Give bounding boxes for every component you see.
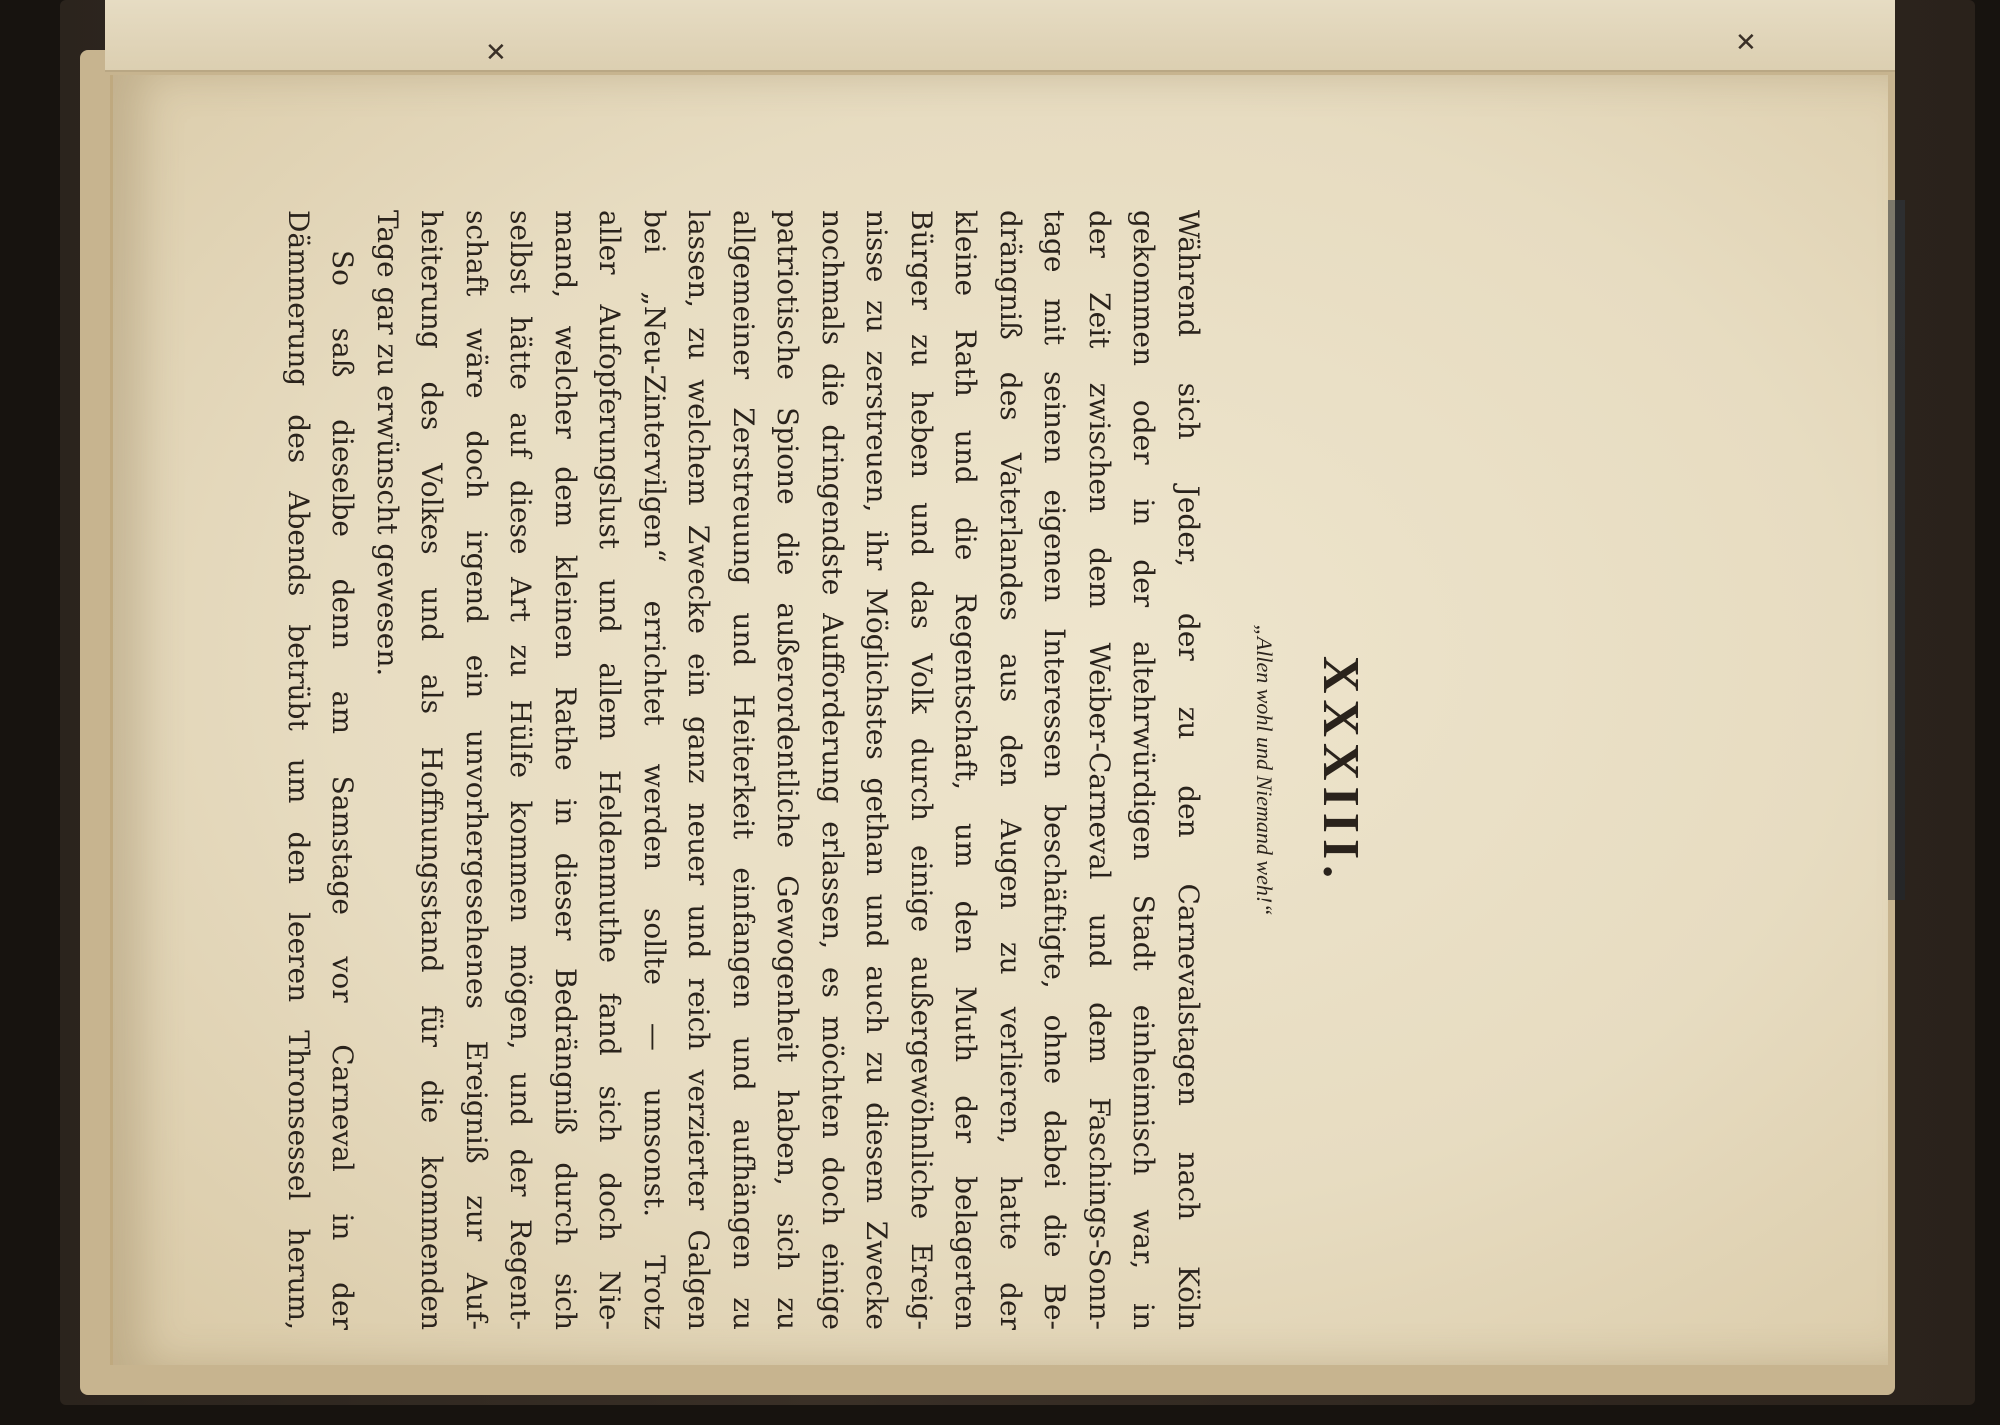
text-line: So saß dieselbe denn am Samstage vor Carneval in der bbox=[326, 250, 360, 1330]
text-line: lassen, zu welchem Zwecke ein ganz neuer und reich verzierter Galgen bbox=[682, 210, 716, 1330]
rotated-page-text bbox=[270, 150, 1370, 1390]
text-line: nisse zu zerstreuen, ihr Möglichstes gethan und auch zu diesem Zwecke bbox=[860, 210, 894, 1330]
text-line: nochmals die dringendste Aufforderung erlassen, es möchten doch einige bbox=[816, 210, 849, 1330]
thread-stitch: ✕ bbox=[485, 38, 507, 68]
chapter-motto: „Allen wohl und Niemand weh!“ bbox=[1252, 624, 1277, 916]
text-line: aller Aufopferungslust und allem Heldenmuthe fand sich doch Nie- bbox=[593, 210, 627, 1330]
text-line: bei „Neu-Zintervilgen“ errichtet werden sollte — umsonst. Trotz bbox=[638, 210, 671, 1330]
facing-page-edge bbox=[105, 0, 1895, 72]
text-line: mand, welcher dem kleinen Rathe in dieser Bedrängniß durch sich bbox=[549, 210, 582, 1330]
body-text bbox=[276, 210, 1211, 1330]
text-line: Tage gar zu erwünscht gewesen. bbox=[371, 210, 404, 677]
text-line: gekommen oder in der altehrwürdigen Stadt einheimisch war, in bbox=[1127, 210, 1161, 1330]
text-line: schaft wäre doch irgend ein unvorhergesehenes Ereigniß zur Auf- bbox=[460, 210, 493, 1330]
thread-stitch: ✕ bbox=[1735, 28, 1757, 58]
text-line: Bürger zu heben und das Volk durch einige außergewöhnliche Ereig- bbox=[905, 210, 938, 1330]
chapter-number: XXXIII. bbox=[1312, 655, 1369, 885]
text-line: allgemeiner Zerstreuung und Heiterkeit einfangen und aufhängen zu bbox=[727, 210, 760, 1330]
text-line: der Zeit zwischen dem Weiber-Carneval und dem Faschings-Sonn- bbox=[1083, 210, 1116, 1330]
text-line: kleine Rath und die Regentschaft, um den Muth der belagerten bbox=[949, 210, 983, 1330]
text-line: Dämmerung des Abends betrübt um den leeren Thronsessel herum, bbox=[282, 210, 315, 1330]
text-line: tage mit seinen eigenen Interessen beschäftigte, ohne dabei die Be- bbox=[1038, 210, 1072, 1330]
text-line: selbst hätte auf diese Art zu Hülfe kommen mögen, und der Regent- bbox=[504, 210, 538, 1330]
text-line: drängniß des Vaterlandes aus den Augen zu verlieren, hatte der bbox=[994, 210, 1027, 1330]
text-line: Während sich Jeder, der zu den Carnevalstagen nach Köln bbox=[1172, 210, 1205, 1330]
text-line: heiterung des Volkes und als Hoffnungsstand für die kommenden bbox=[415, 210, 449, 1330]
text-line: patriotische Spione die außerordentliche Gewogenheit haben, sich zu bbox=[771, 210, 805, 1330]
